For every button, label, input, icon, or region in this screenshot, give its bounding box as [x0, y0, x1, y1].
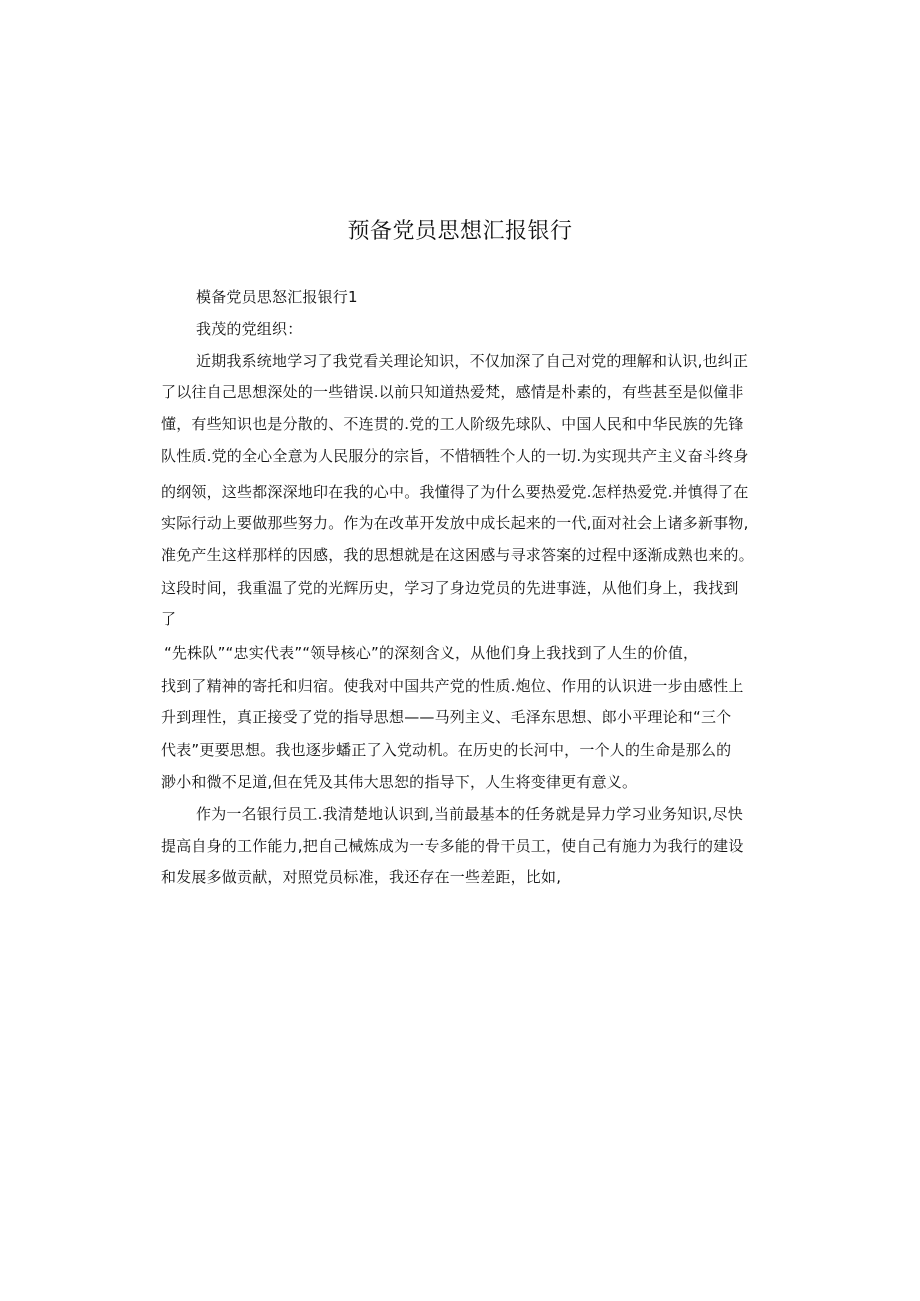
text-line: 这段时间，我重温了党的光辉历史，学习了身边党员的先进事涟，从他们身上，我找到 — [161, 579, 739, 597]
text-line: 作为一名银行员工.我清楚地认识到,当前最基本的任务就是异力学习业务知识,尽快 — [196, 805, 743, 823]
text-line: 和发展多做贡献，对照党员标准，我还存在一些差距，比如, — [161, 868, 562, 886]
text-line: 了以往自己思想深处的一些错误.以前只知道热爱梵，感情是朴素的，有些甚至是似僮非 — [161, 383, 744, 401]
text-line: 的纲领，这些都深深地印在我的心中。我懂得了为什么要热爱党.怎样热爱党.并慎得了在 — [161, 483, 749, 501]
text-line: 近期我系统地学习了我党看关理论知识，不仅加深了自己对党的理解和认识,也纠正 — [196, 352, 749, 370]
text-line: 懂，有些知识也是分散的、不连贯的.党的工人阶级先球队、中国人民和中华民族的先锋 — [161, 415, 744, 433]
text-line: 队性质.党的全心全意为人民服分的宗旨，不惜牺牲个人的一切.为实现共产主义奋斗终身 — [161, 447, 749, 465]
text-line: 渺小和微不足道,但在凭及其伟大思恕的指导下，人生将变律更有意义。 — [161, 773, 638, 791]
document-title: 预备党员思想汇报银行 — [347, 219, 573, 244]
text-line: “先株队”“忠实代表”“领导核心”的深刻含义，从他们身上我找到了人生的价值， — [164, 644, 699, 662]
text-line: 实际行动上要做那些努力。作为在改革开发放中成长起来的一代,面对社会上诸多新事物, — [161, 514, 749, 532]
text-line: 了 — [161, 610, 177, 628]
text-line: 找到了精神的寄托和归宿。使我对中国共产党的性质.炮位、作用的认识进一步由感性上 — [161, 677, 744, 695]
text-line: 我茂的党组织： — [196, 320, 303, 338]
text-line: 准免产生这样那样的因感，我的思想就是在这困感与寻求答案的过程中逐渐成熟也来的。 — [161, 546, 754, 564]
text-line: 提高自身的工作能力,把自己械炼成为一专多能的骨干员工，使自己有施力为我行的建设 — [161, 837, 744, 855]
text-line: 升到理性，真正接受了党的指导思想——马列主义、毛泽东思想、郎小平理论和“三个 — [161, 708, 732, 726]
text-line: 代表”更要思想。我也逐步蟠正了入党动机。在历史的长河中，一个人的生命是那么的 — [161, 741, 732, 759]
text-line: 模备党员思怒汇报银行1 — [196, 288, 358, 306]
